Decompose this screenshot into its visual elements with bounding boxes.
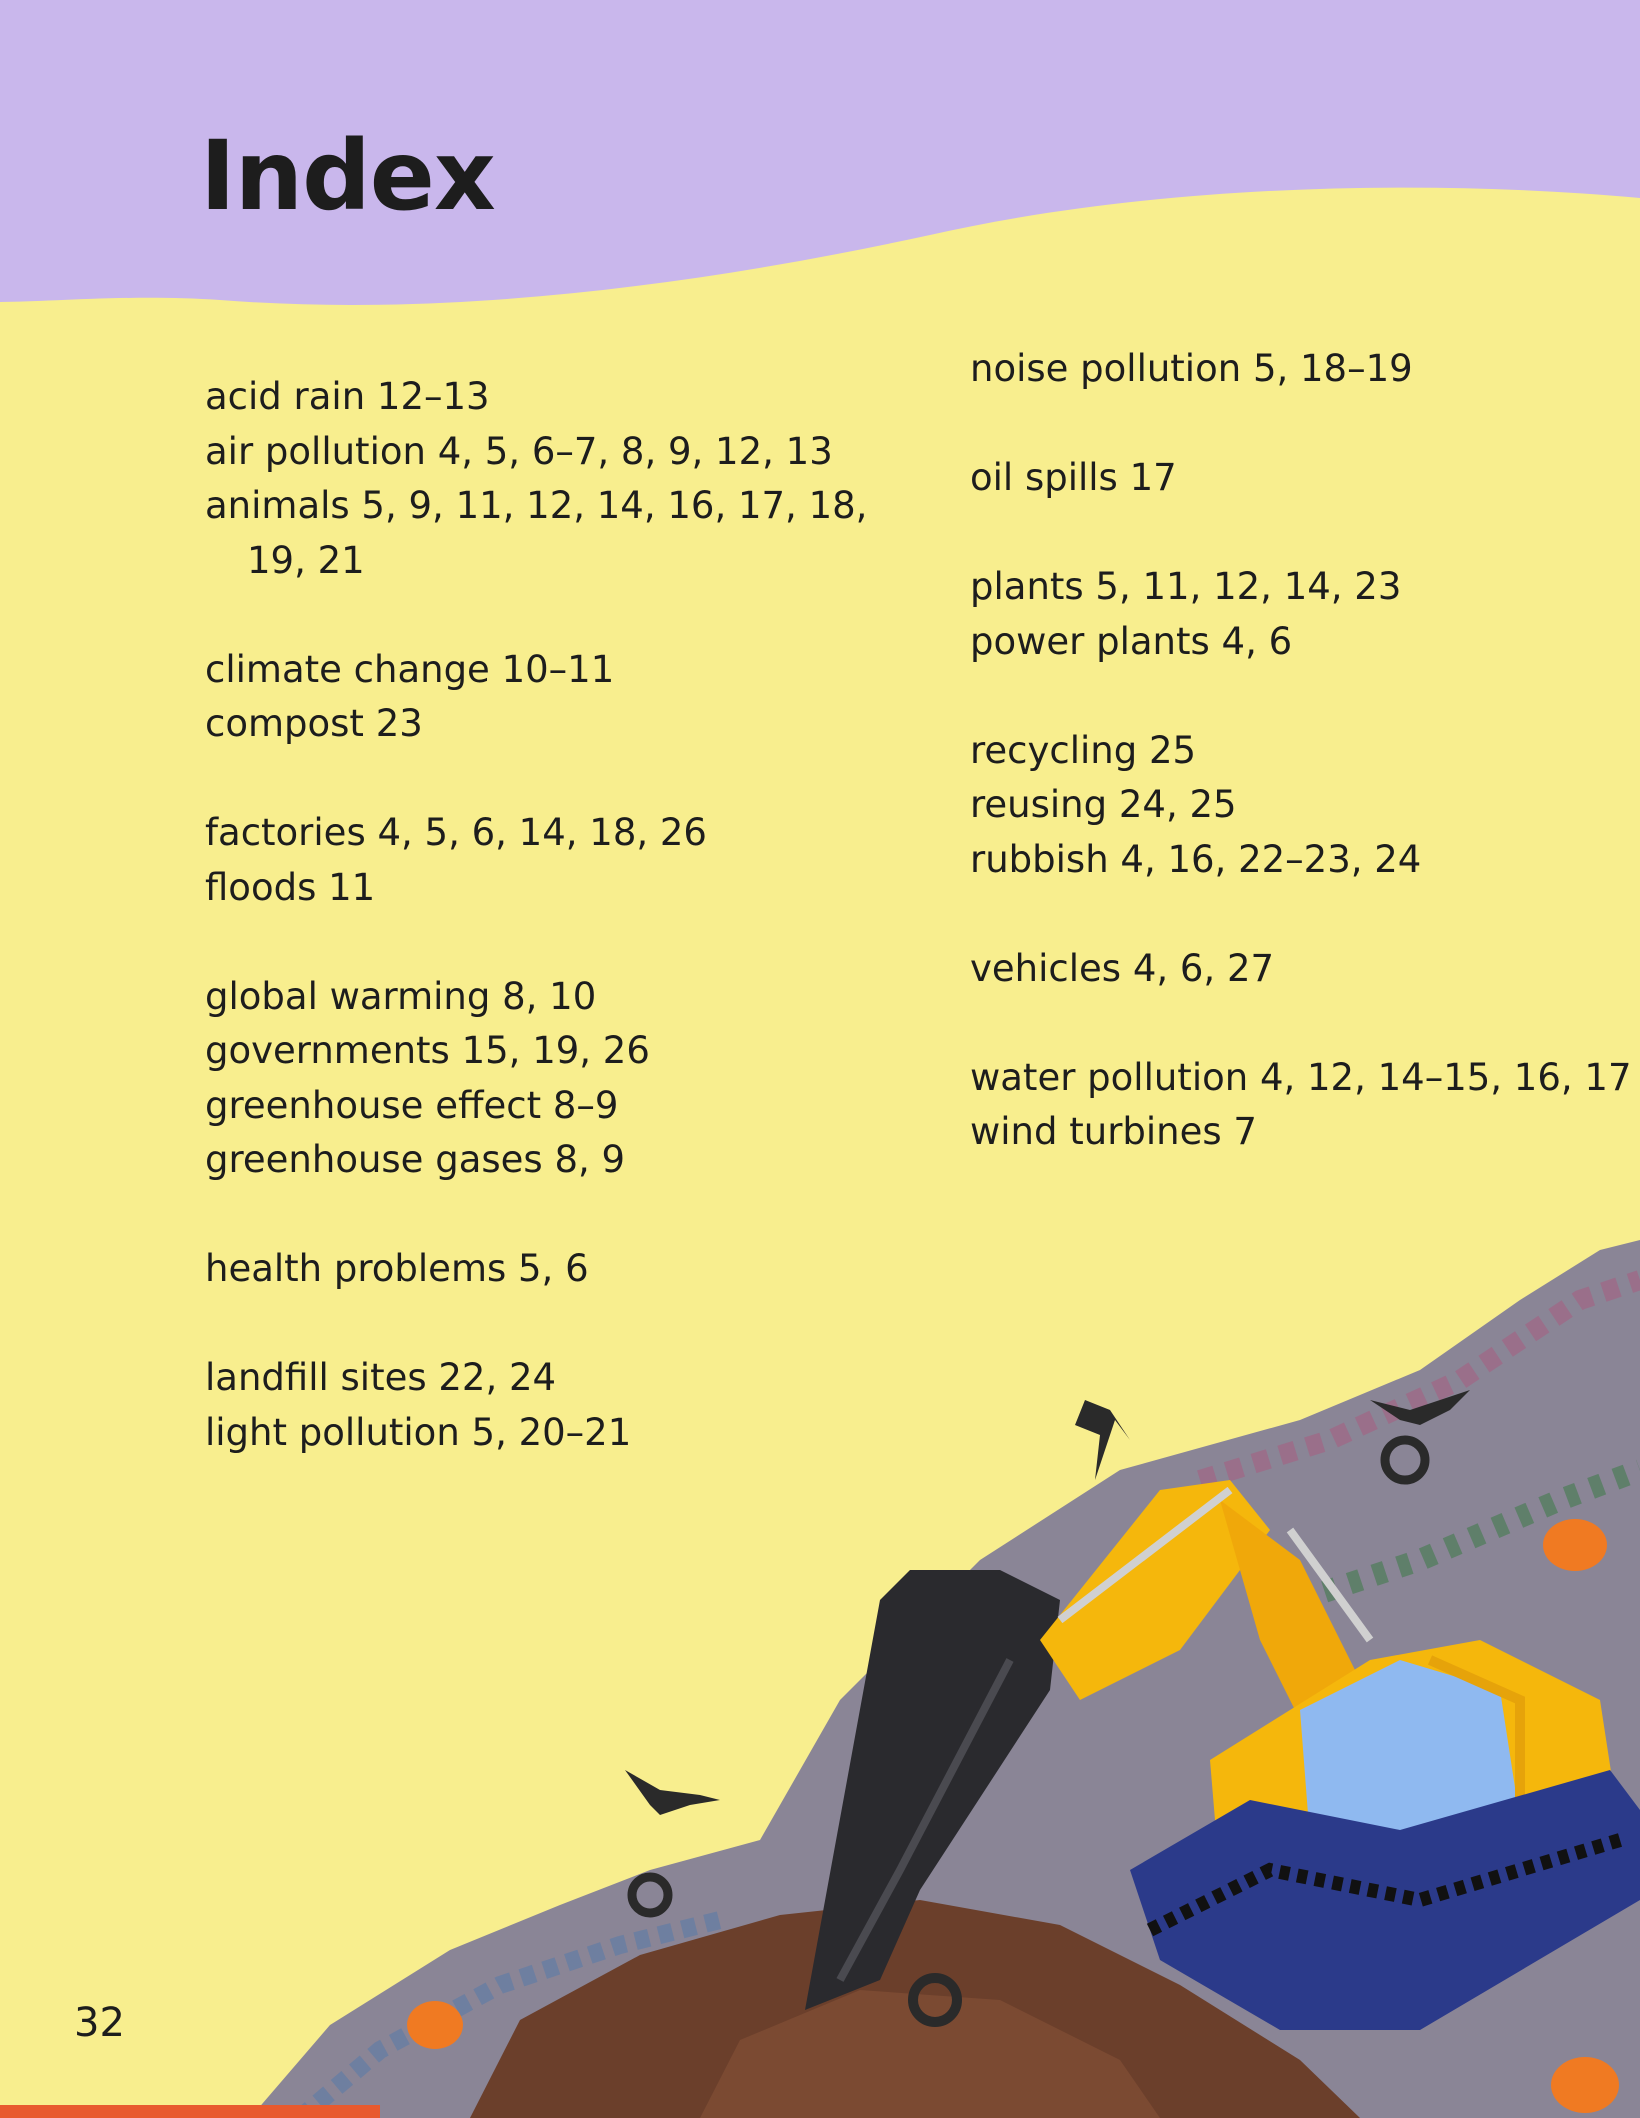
index-entry: global warming 8, 10 [205,974,597,1018]
index-entry: reusing 24, 25 [970,783,1237,826]
index-entry: plants 5, 11, 12, 14, 23 [970,565,1402,608]
index-column-right [970,342,1640,1160]
index-group [970,942,1640,997]
bottom-strip [0,2105,380,2118]
barrel [407,2001,463,2049]
index-entry: air pollution 4, 5, 6–7, 8, 9, 12, 13 [205,429,833,473]
index-entry: greenhouse effect 8–9 [205,1083,619,1127]
index-entry: compost 23 [205,702,423,745]
index-entry: recycling 25 [970,728,1197,772]
index-group [205,1351,905,1460]
index-entry: power plants 4, 6 [970,619,1293,663]
index-group [205,806,905,915]
index-group [970,1051,1640,1160]
index-entry: floods 11 [205,865,376,909]
index-entry: governments 15, 19, 26 [205,1029,650,1072]
index-entry: factories 4, 5, 6, 14, 18, 26 [205,811,707,854]
index-entry: wind turbines 7 [970,1110,1257,1153]
index-entry: water pollution 4, 12, 14–15, 16, 17 [970,1055,1632,1099]
page-number: 32 [74,2000,125,2046]
index-group [205,643,905,752]
index-entry: climate change 10–11 [205,647,615,691]
index-column-left [205,370,905,1460]
index-entry: rubbish 4, 16, 22–23, 24 [970,837,1422,881]
index-entry: oil spills 17 [970,456,1177,499]
index-group [205,1242,905,1297]
index-group [970,451,1640,506]
index-group [970,342,1640,397]
index-entry: greenhouse gases 8, 9 [205,1138,626,1181]
index-entry: light pollution 5, 20–21 [205,1410,632,1454]
index-entry: health problems 5, 6 [205,1247,589,1290]
index-group [970,560,1640,669]
page-title: Index [200,120,495,232]
index-entry: animals 5, 9, 11, 12, 14, 16, 17, 18, 19, 21 [205,484,868,582]
index-group [205,370,905,588]
index-entry: vehicles 4, 6, 27 [970,946,1275,990]
index-entry: acid rain 12–13 [205,375,490,418]
index-group [970,724,1640,888]
barrel [1543,1519,1607,1571]
index-entry: landfill sites 22, 24 [205,1356,557,1399]
barrel [1551,2057,1619,2113]
index-entry: noise pollution 5, 18–19 [970,347,1413,390]
index-group [205,970,905,1188]
